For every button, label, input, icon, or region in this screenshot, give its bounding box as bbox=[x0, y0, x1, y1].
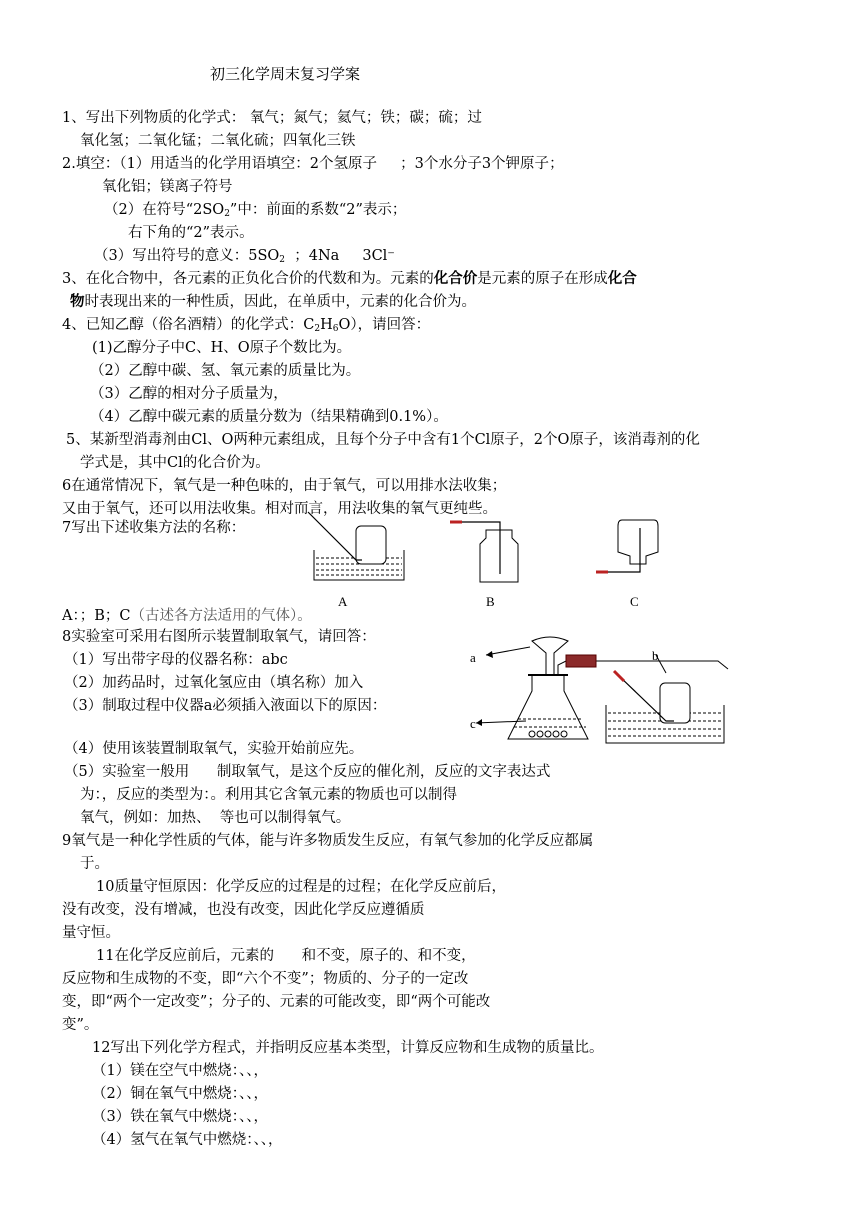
q5-line2: 学式是，其中Cl的化合价为。 bbox=[80, 455, 270, 471]
q11-line1: 11在化学反应前后，元素的 和不变，原子的、和不变， bbox=[96, 948, 476, 964]
fig-label-a: A bbox=[338, 594, 348, 609]
q10-line2: 没有改变，没有增减，也没有改变，因此化学反应遵循质 bbox=[62, 902, 425, 918]
bottle-b bbox=[450, 522, 518, 582]
q6-line2: 又由于氧气，还可以用法收集。相对而言，用法收集的氧气更纯些。 bbox=[62, 501, 497, 517]
q8-s3: （3）制取过程中仪器a必须插入液面以下的原因： bbox=[64, 698, 387, 714]
q5-line1: 5、某新型消毒剂由Cl、O两种元素组成，且每个分子中含有1个Cl原子，2个O原子，该消毒剂的化 bbox=[66, 432, 700, 448]
q4-s1: (1)乙醇分子中C、H、O原子个数比为。 bbox=[92, 340, 352, 356]
fig-label-c: C bbox=[630, 594, 639, 609]
q8-s1: （1）写出带字母的仪器名称：abc bbox=[64, 652, 288, 668]
q8-s4: （4）使用该装置制取氧气，实验开始前应先。 bbox=[64, 741, 364, 757]
q11-line2: 反应物和生成物的不变，即“六个不变”；物质的、分子的一定改 bbox=[62, 971, 469, 987]
oxygen-apparatus-figure bbox=[470, 635, 820, 753]
q4-s3: （3）乙醇的相对分子质量为， bbox=[90, 386, 288, 402]
q7-line1: 7写出下述收集方法的名称： bbox=[62, 520, 246, 536]
fig-label-c-flask: c bbox=[470, 716, 476, 731]
q10-line3: 量守恒。 bbox=[62, 925, 120, 941]
q9-line2: 于。 bbox=[80, 856, 109, 872]
page-title: 初三化学周末复习学案 bbox=[210, 65, 361, 83]
q12-item-3: （3）铁在氧气中燃烧：、、， bbox=[92, 1109, 268, 1125]
q12-item-1: （1）镁在空气中燃烧：、、， bbox=[92, 1063, 268, 1079]
q1-line1: 1、写出下列物质的化学式： 氧气；氮气；氦气；铁；碳；硫；过 bbox=[62, 110, 482, 126]
fig-label-a-funnel: a bbox=[470, 650, 476, 665]
q2-line4: 右下角的“2”表示。 bbox=[128, 225, 254, 241]
q4-line1: 4、已知乙醇（俗名酒精）的化学式：$C_2H_6O$），请回答： bbox=[62, 317, 431, 334]
q2-line3: （2）在符号“$2SO_2$”中：前面的系数“2”表示； bbox=[104, 202, 407, 219]
q8-line1: 8实验室可采用右图所示装置制取氧气，请回答： bbox=[62, 629, 376, 645]
q4-s4: （4）乙醇中碳元素的质量分数为（结果精确到0.1%）。 bbox=[90, 409, 448, 425]
q1-line2: 氧化氢；二氧化锰；二氧化硫；四氧化三铁 bbox=[80, 133, 356, 149]
q8-s5: （5）实验室一般用 制取氧气，是这个反应的催化剂，反应的文字表达式 bbox=[64, 764, 551, 780]
q12-item-4: （4）氢气在氧气中燃烧：、、， bbox=[92, 1132, 283, 1148]
q2-line2: 氧化铝；镁离子符号 bbox=[102, 179, 233, 195]
q3-line2: 物时表现出来的一种性质，因此，在单质中，元素的化合价为。 bbox=[70, 293, 476, 310]
q11-line4: 变”。 bbox=[62, 1017, 99, 1033]
fig-label-b-bottle: b bbox=[652, 648, 659, 663]
q12-line1: 12写出下列化学方程式，并指明反应基本类型，计算反应物和生成物的质量比。 bbox=[92, 1040, 604, 1056]
trough-a bbox=[308, 512, 404, 580]
q12-item-2: （2）铜在氧气中燃烧：、、， bbox=[92, 1086, 268, 1102]
q7-line2: A：；B；C（古述各方法适用的气体）。 bbox=[62, 608, 312, 624]
q8-s2: （2）加药品时，过氧化氢应由（填名称）加入 bbox=[64, 675, 364, 691]
q9-line1: 9氧气是一种化学性质的气体，能与许多物质发生反应，有氧气参加的化学反应都属 bbox=[62, 833, 594, 849]
q2-line5: （3）写出符号的意义：$5SO_2$ ；4Na 3Cl⁻ bbox=[94, 248, 395, 265]
q11-line3: 变，即“两个一定改变”；分子的、元素的可能改变，即“两个可能改 bbox=[62, 994, 491, 1010]
q8-s7: 氧气，例如：加热、 等也可以制得氧气。 bbox=[80, 810, 351, 826]
q10-line1: 10质量守恒原因：化学反应的过程是的过程；在化学反应前后， bbox=[96, 879, 506, 895]
q2-line1: 2.填空：（1）用适当的化学用语填空：2个氢原子 ；3个水分子3个钾原子； bbox=[62, 156, 564, 172]
q3-line1: 3、在化合物中，各元素的正负化合价的代数和为。元素的化合价是元素的原子在形成化合 bbox=[62, 270, 637, 287]
q6-line1: 6在通常情况下，氧气是一种色味的，由于氧气，可以用排水法收集； bbox=[62, 478, 507, 494]
fig-label-b: B bbox=[486, 594, 495, 609]
bottle-c bbox=[596, 520, 658, 572]
q8-s6: 为：，反应的类型为：。利用其它含氧元素的物质也可以制得 bbox=[80, 787, 457, 803]
q4-s2: （2）乙醇中碳、氢、氧元素的质量比为。 bbox=[90, 363, 361, 379]
